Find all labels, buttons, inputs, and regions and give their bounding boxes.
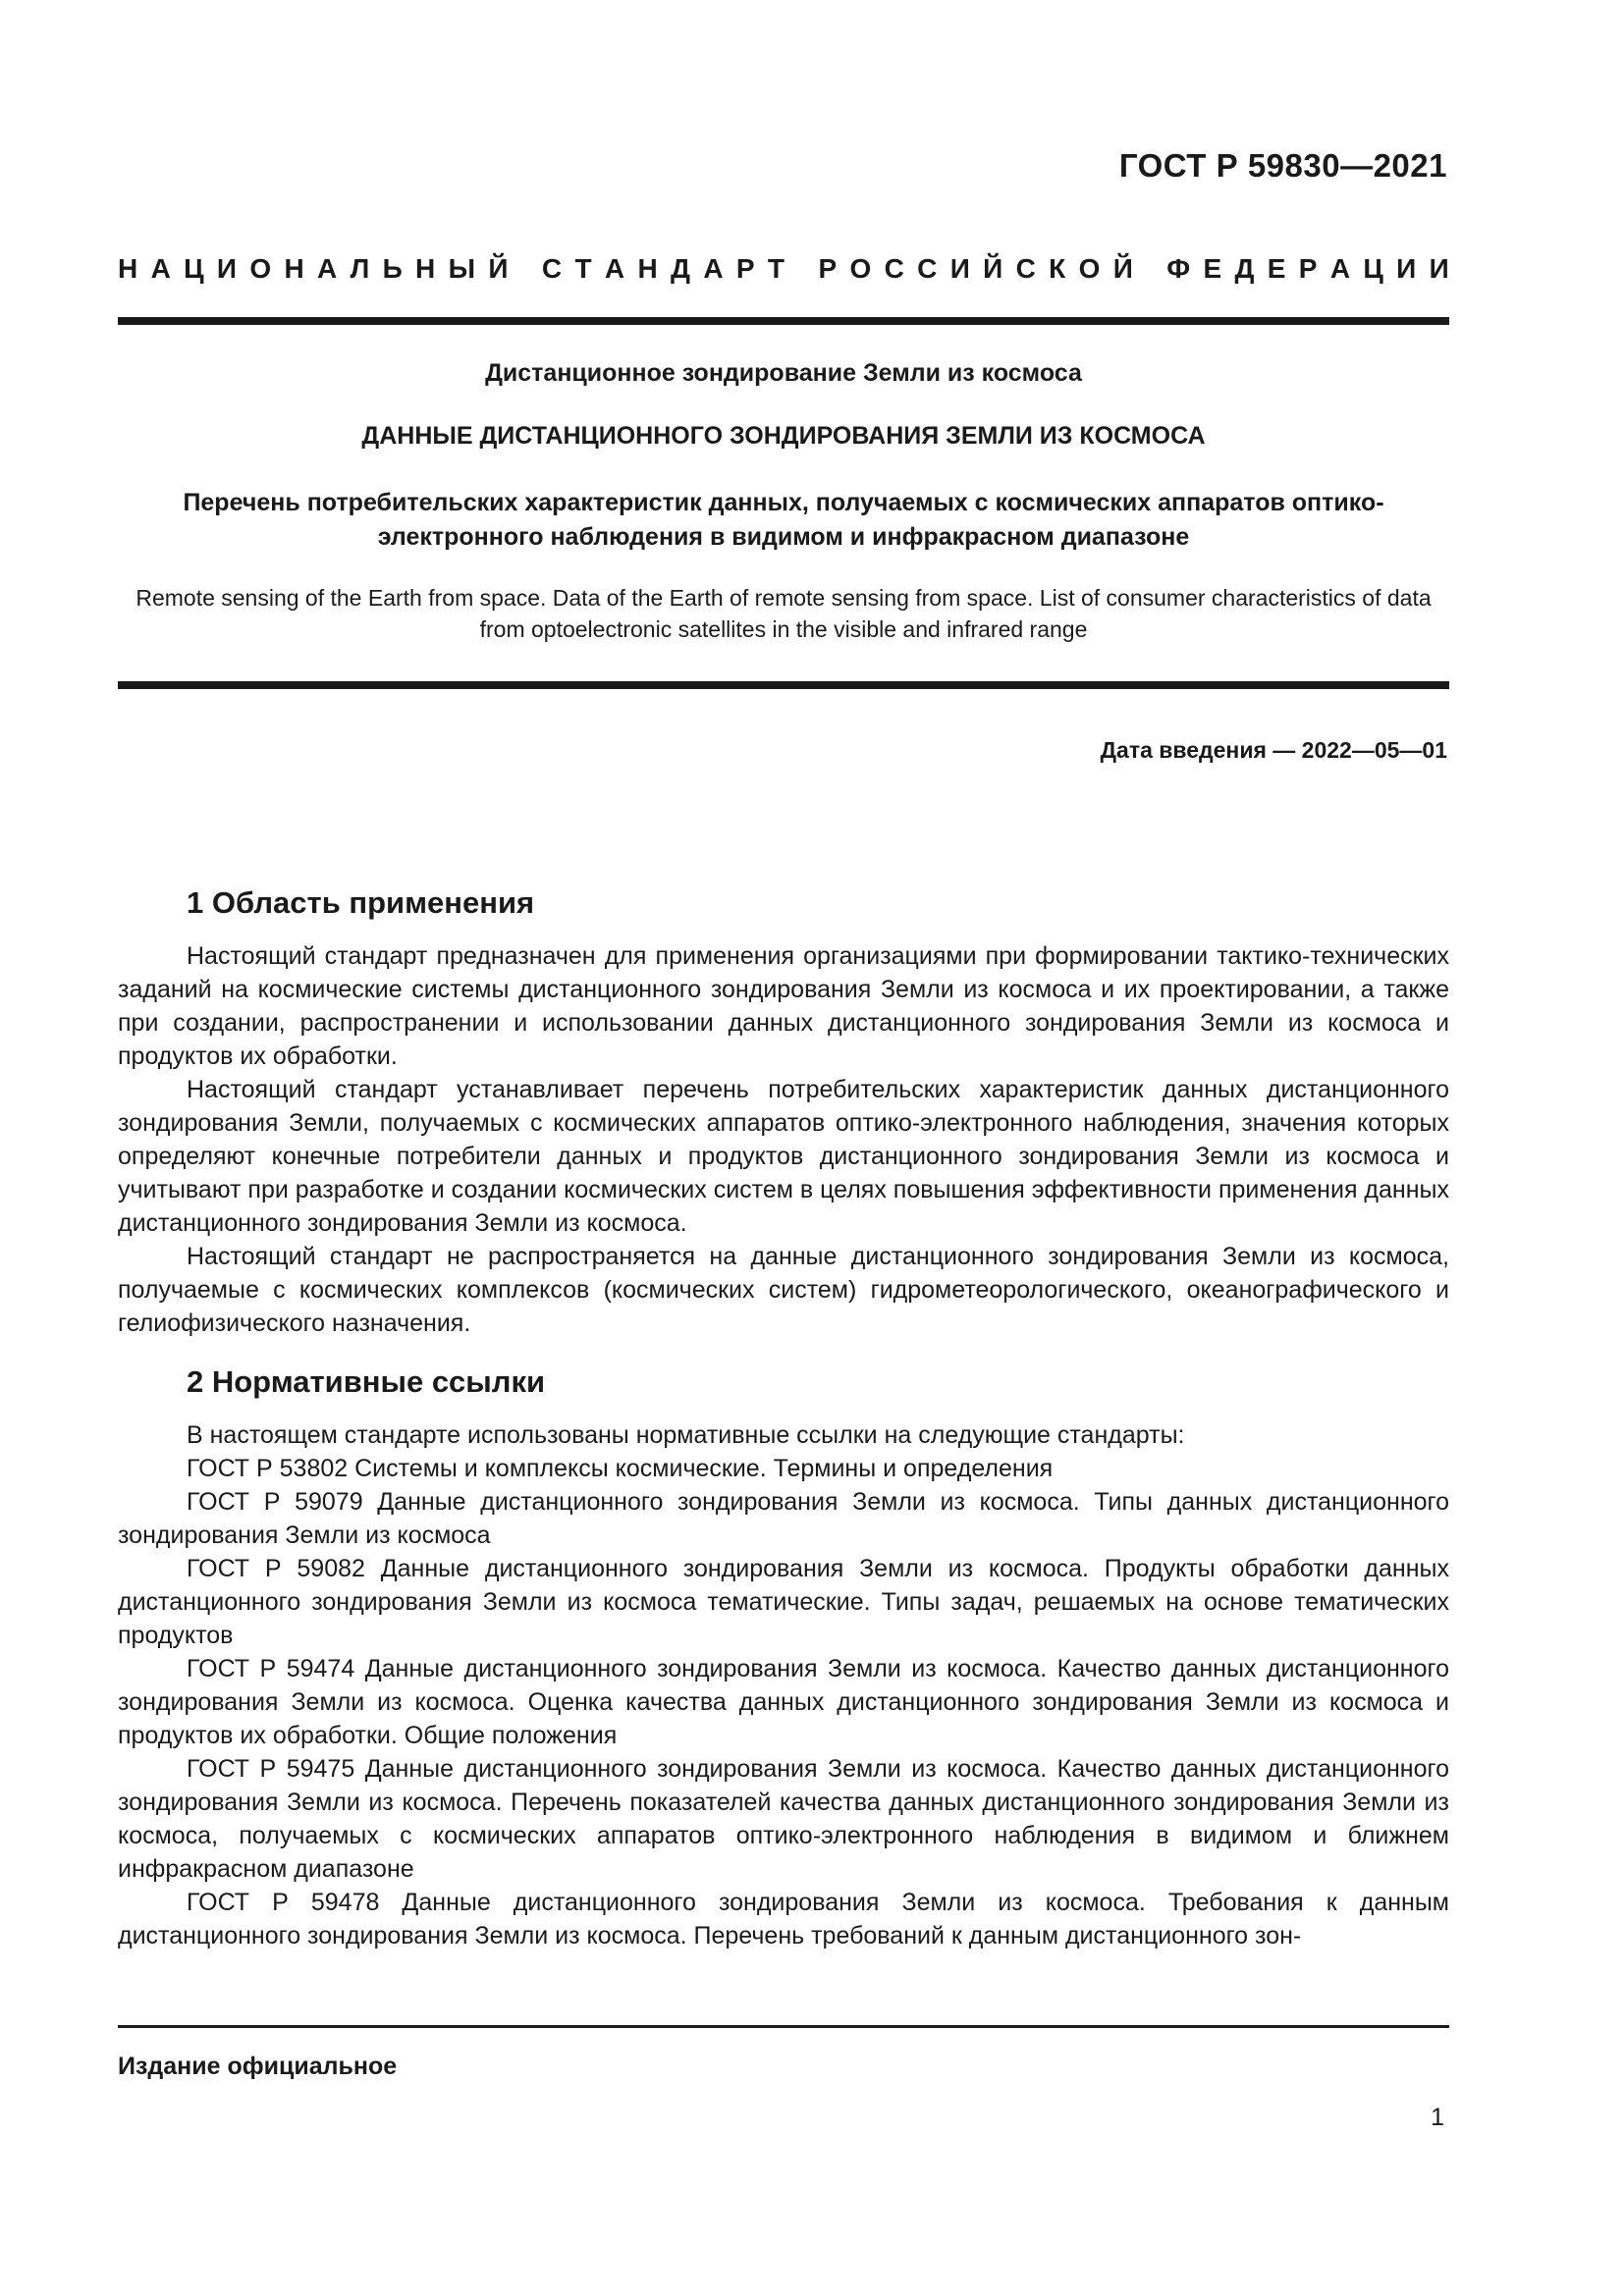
reference-item: ГОСТ Р 59079 Данные дистанционного зондирования Земли из космоса. Типы данных дистанционного зондирования Земли из космоса [118, 1488, 1449, 1549]
header-letter: Й [488, 253, 509, 284]
header-letter: Р [818, 253, 838, 284]
header-letter: Ц [184, 253, 204, 284]
reference-item: ГОСТ Р 59475 Данные дистанционного зондирования Земли из космоса. Качество данных дистанционного зондирования Земли из космоса. Перечень показателей качества данных дистанционного зондирования Земли из космоса, получаемых с космических аппаратов оптико-электронного наблюдения в видимом и ближнем инфракрасном диапазоне [118, 1755, 1449, 1883]
header-letter: К [1049, 253, 1066, 284]
paragraph: В настоящем стандарте использованы нормативные ссылки на следующие стандарты: [187, 1421, 1185, 1449]
reference-item: ГОСТ Р 59478 Данные дистанционного зондирования Земли из космоса. Требования к данным дистанционного зондирования Земли из космоса. Перечень требований к данным дистанционного зон- [118, 1889, 1449, 1949]
header-letter: С [884, 253, 904, 284]
header-letter [797, 253, 805, 285]
header-letter: И [1429, 253, 1449, 284]
header-letter: О [249, 253, 272, 284]
edition-label: Издание официальное [118, 2053, 398, 2080]
header-letter [1146, 253, 1154, 285]
header-letter: Ф [1166, 253, 1191, 284]
header-letter: А [150, 253, 171, 284]
header-letter: Т [574, 253, 592, 284]
page-number: 1 [1431, 2104, 1444, 2131]
header-letter: Н [284, 253, 304, 284]
national-standard-header [118, 253, 1449, 285]
header-letter: Е [1267, 253, 1286, 284]
header-letter: Т [767, 253, 785, 284]
header-letter: Л [350, 253, 370, 284]
header-letter: И [1396, 253, 1417, 284]
title-area: Дистанционное зондирование Земли из космоса [485, 359, 1082, 387]
header-letter: Ц [1363, 253, 1383, 284]
document-number: ГОСТ Р 59830—2021 [1118, 147, 1447, 184]
header-letter: С [917, 253, 938, 284]
header-letter: С [541, 253, 563, 284]
header-letter: О [1078, 253, 1101, 284]
header-letter: А [317, 253, 338, 284]
paragraph: Настоящий стандарт не распространяется на данные дистанционного зондирования Земли из космоса, получаемые с космических комплексов (космических систем) гидрометеорологического, океанографического и гелиофизического назначения. [118, 1243, 1449, 1337]
header-letter: Р [735, 253, 755, 284]
header-letter: Н [118, 253, 138, 284]
footer-divider [118, 2025, 1449, 2028]
paragraph: Настоящий стандарт предназначен для применения организациями при формировании тактико-технических заданий на космические системы дистанционного зондирования Земли из космоса и их проектировании, а также при создании, распространении и использовании данных дистанционного зондирования Земли из космоса и продуктов их обработки. [118, 942, 1449, 1070]
title-subtitle: Перечень потребительских характеристик данных, получаемых с космических аппаратов оптико-электронного наблюдения в видимом и инфракрасном диапазоне [183, 489, 1384, 551]
reference-item: ГОСТ Р 59474 Данные дистанционного зондирования Земли из космоса. Качество данных дистанционного зондирования Земли из космоса. Оценка качества данных дистанционного зондирования Земли из космоса и продуктов их обработки. Общие положения [118, 1655, 1449, 1749]
header-letter: Д [671, 253, 690, 284]
header-letter: Е [1203, 253, 1222, 284]
header-letter: Н [637, 253, 658, 284]
header-letter: Р [1298, 253, 1318, 284]
header-letter: Ы [448, 253, 476, 284]
header-letter [521, 253, 529, 285]
title-main: ДАННЫЕ ДИСТАНЦИОННОГО ЗОНДИРОВАНИЯ ЗЕМЛИ ИЗ КОСМОСА [361, 422, 1206, 450]
paragraph: Настоящий стандарт устанавливает перечень потребительских характеристик данных дистанционного зондирования Земли, получаемых с космических аппаратов оптико-электронного наблюдения, значения которых определяют конечные потребители данных и продуктов дистанционного зондирования Земли из космоса и учитывают при разработке и создании космических систем в целях повышения эффективности применения данных дистанционного зондирования Земли из космоса. [118, 1076, 1450, 1237]
reference-item: ГОСТ Р 53802 Системы и комплексы космические. Термины и определения [187, 1455, 1054, 1482]
header-letter: И [216, 253, 238, 284]
introduction-date: Дата введения — 2022—05—01 [1100, 737, 1447, 763]
header-letter: И [949, 253, 970, 284]
section-heading: 2 Нормативные ссылки [187, 1364, 546, 1399]
header-letter: А [604, 253, 625, 284]
header-letter: А [703, 253, 724, 284]
title-divider [118, 681, 1449, 689]
title-english: Remote sensing of the Earth from space. Data of the Earth of remote sensing from space. List of consumer characteristics of data from optoelectronic satellites in the visible and infrared range [135, 585, 1432, 642]
section-heading: 1 Область применения [187, 885, 535, 920]
header-letter: Н [415, 253, 436, 284]
top-divider [118, 317, 1449, 325]
header-letter: Ь [382, 253, 403, 284]
header-letter: С [1015, 253, 1036, 284]
reference-item: ГОСТ Р 59082 Данные дистанционного зондирования Земли из космоса. Продукты обработки данных дистанционного зондирования Земли из космоса тематические. Типы задач, решаемых на основе тематических продуктов [118, 1555, 1449, 1649]
header-letter: Й [983, 253, 1003, 284]
document-body [118, 881, 1449, 1952]
header-letter: Й [1112, 253, 1133, 284]
header-letter: А [1329, 253, 1351, 284]
header-letter: Д [1234, 253, 1255, 284]
header-letter: О [849, 253, 872, 284]
